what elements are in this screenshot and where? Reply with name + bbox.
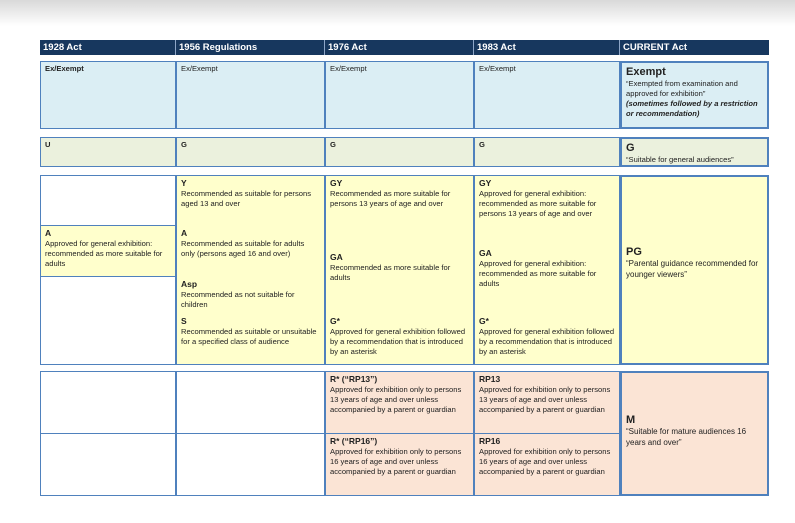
divider-1928-top [40,225,176,226]
divider-1928-bottom [40,276,176,277]
m-1976-rp13-desc: Approved for exhibition only to persons 13 years of age and over unless accompanied by a parent or guardian [330,385,462,414]
pg-1956-s-code: S [181,316,187,326]
exempt-1983: Ex/Exempt [474,61,620,129]
pg-1983-ga [475,246,619,296]
m-1983-rp16 [475,434,619,495]
header-1956: 1956 Regulations [176,40,325,55]
pg-1956-s [177,314,324,364]
header-current: CURRENT Act [620,40,769,55]
pg-1956-a-code: A [181,228,188,238]
pg-1983-gy [475,176,619,236]
pg-1983-gstar-desc: Approved for general exhibition followed by a recommendation that is introduced by an asterisk [479,327,615,356]
m-current-desc: “Suitable for mature audiences 16 years and over” [626,427,747,447]
pg-1928-a-desc: Approved for general exhibition: recommended as more suitable for adults [45,239,163,268]
pg-current-title: PG [626,246,642,258]
exempt-1956: Ex/Exempt [176,61,325,129]
pg-1976-ga-desc: Recommended as more suitable for adults [330,263,451,282]
m-1983-rp16-desc: Approved for exhibition only to persons 16 years of age and over unless accompanied by a parent or guardian [479,447,611,476]
pg-1956-y [177,176,324,228]
divider-m-row [40,433,620,434]
general-current [620,137,769,167]
pg-1983-gy-desc: Approved for general exhibition: recommended as more suitable for persons 13 years of age and over [479,189,597,218]
pg-1956-a [177,226,324,278]
m-1976-rp16-desc: Approved for exhibition only to persons 16 years of age and over unless accompanied by a parent or guardian [330,447,462,476]
exempt-current-note: (sometimes followed by a restriction or recommendation) [626,99,758,118]
pg-1976-gy-desc: Recommended as more suitable for persons 13 years of age and over [330,189,451,208]
exempt-current-desc: “Exempted from examination and approved for exhibition” [626,79,738,99]
pg-1976-ga [326,250,473,290]
exempt-1928: Ex/Exempt [40,61,176,129]
pg-1983-ga-code: GA [479,248,492,258]
m-1983-rp13 [475,372,619,434]
exempt-current [620,61,769,129]
pg-1956-s-desc: Recommended as suitable or unsuitable for a specified class of audience [181,327,317,346]
pg-1928-a-code: A [45,228,52,238]
pg-1956-y-desc: Recommended as suitable for persons aged 13 and over [181,189,312,208]
pg-current [620,175,769,365]
header-1976: 1976 Act [325,40,474,55]
general-current-title: G [626,142,635,154]
pg-1976-gy-code: GY [330,178,343,188]
m-current-title: M [626,414,636,426]
top-shadow [0,0,795,26]
pg-1976-gy [326,176,473,226]
general-1983: G [474,137,620,167]
m-1983-rp13-desc: Approved for exhibition only to persons 13 years of age and over unless accompanied by a parent or guardian [479,385,611,414]
pg-1976-gstar-desc: Approved for general exhibition followed by a recommendation that is introduced by an asterisk [330,327,466,356]
m-1983-rp13-code: RP13 [479,374,501,384]
pg-1928-a [41,226,175,276]
pg-1956-a-desc: Recommended as suitable for adults only (persons aged 16 and over) [181,239,305,258]
pg-1976-ga-code: GA [330,252,343,262]
pg-1976-gstar [326,314,473,364]
pg-1956-asp [177,277,324,313]
general-1976: G [325,137,474,167]
general-1928: U [40,137,176,167]
m-1976-rp13-code: R* (“RP13”) [330,374,378,384]
general-current-desc: “Suitable for general audiences” [626,155,734,165]
pg-1983-gstar-code: G* [479,316,489,326]
pg-1983-gy-code: GY [479,178,492,188]
m-1976-rp16-code: R* (“RP16”) [330,436,378,446]
pg-1983-gstar [475,314,619,364]
pg-1956-y-code: Y [181,178,187,188]
header-1928: 1928 Act [40,40,176,55]
general-1956: G [176,137,325,167]
pg-current-desc: “Parental guidance recommended for younger viewers” [626,259,759,279]
pg-1976-gstar-code: G* [330,316,340,326]
m-1983-rp16-code: RP16 [479,436,501,446]
exempt-current-title: Exempt [626,66,666,78]
m-current [620,371,769,496]
pg-1983-ga-desc: Approved for general exhibition: recommended as more suitable for adults [479,259,597,288]
pg-1956-asp-code: Asp [181,279,198,289]
m-1976-rp13 [326,372,473,434]
m-1976-rp16 [326,434,473,495]
pg-1956-asp-desc: Recommended as not suitable for children [181,290,295,309]
exempt-1976: Ex/Exempt [325,61,474,129]
header-1983: 1983 Act [474,40,620,55]
